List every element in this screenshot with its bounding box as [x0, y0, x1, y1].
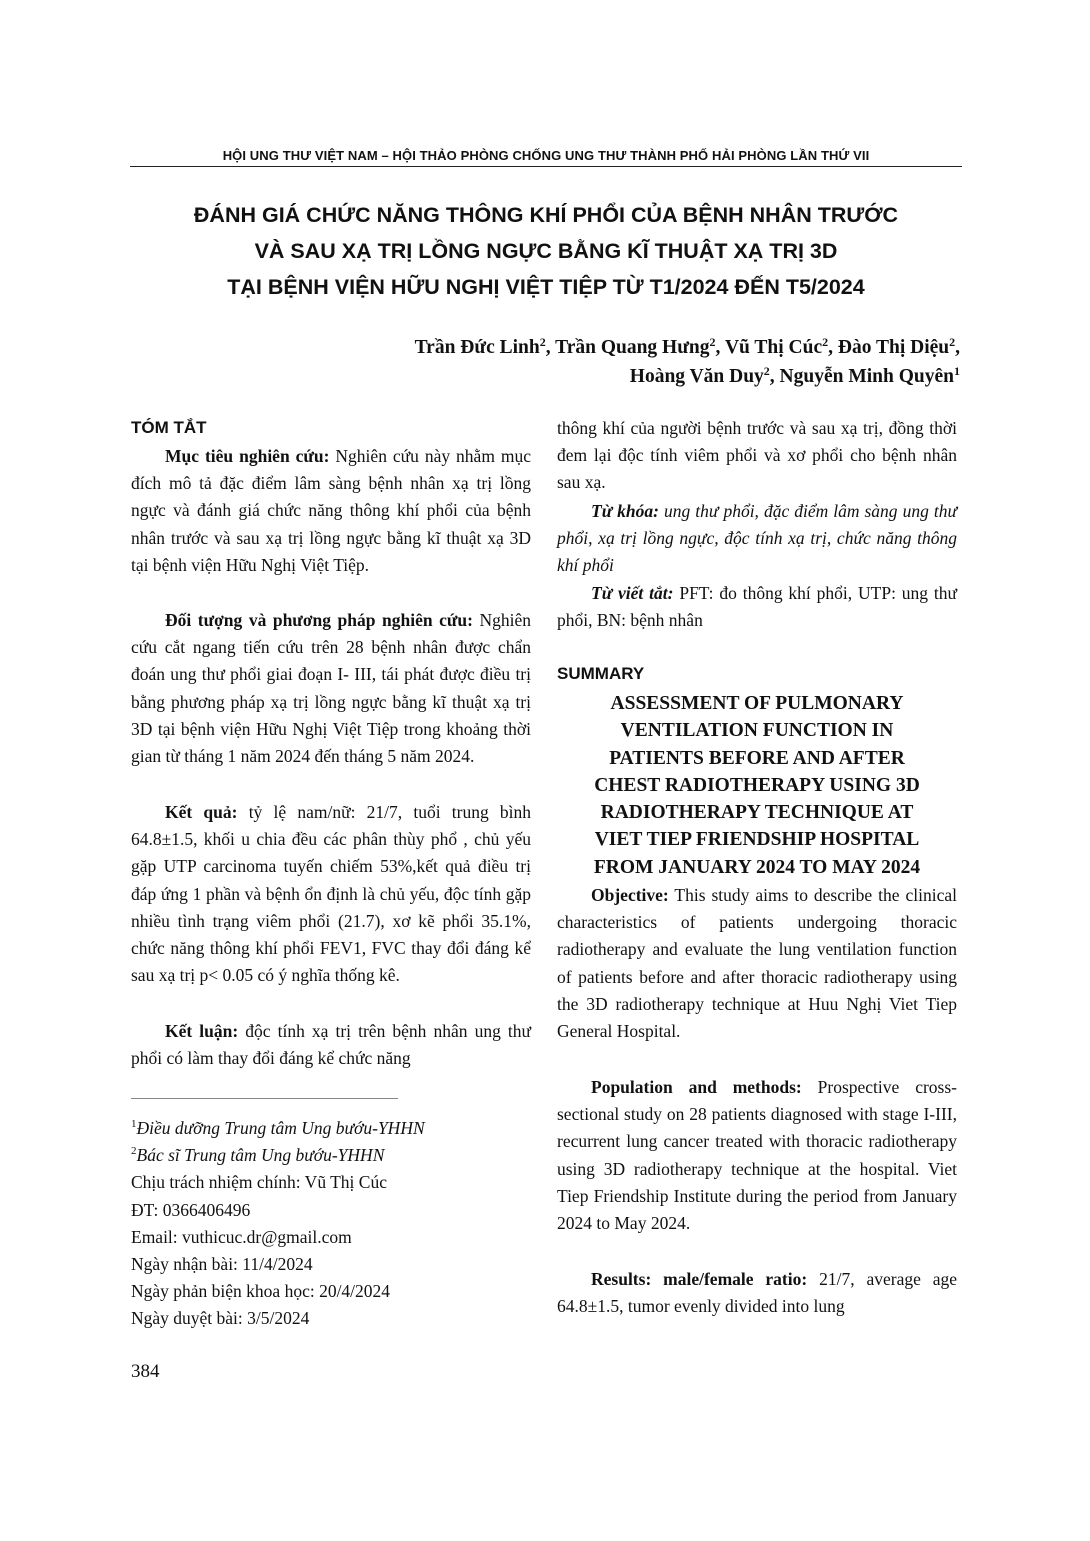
- author-affiliation: 2: [709, 335, 716, 349]
- summary-methods-label: Population and methods:: [591, 1077, 802, 1097]
- author-separator: ,: [828, 337, 838, 358]
- results-text: tỷ lệ nam/nữ: 21/7, tuổi trung bình 64.8±1.5, khối u chia đều các phân thùy phổ , chủ yếu gặp UTP carcinoma tuyến chiếm 53%,kết quả điều trị đáp ứng 1 phần và bệnh ổn định là chủ yếu, độc tính gặp nhiều tình trạng viêm phổi (21.7), xơ kẽ phổi 35.1%, chức năng thông khí phổi FEV1, FVC thay đổi đáng kể sau xạ trị p< 0.05 có ý nghĩa thống kê.: [131, 802, 532, 986]
- abbrev-label: Từ viết tắt:: [591, 583, 674, 603]
- summary-objective-label: Objective:: [591, 885, 669, 905]
- summary-results: [557, 1266, 957, 1320]
- conclusion-continued-text: thông khí của người bệnh trước và sau xạ trị, đồng thời đem lại độc tính viêm phổi và xơ phổi cho bệnh nhân sau xạ.: [557, 418, 957, 493]
- page-number: 384: [131, 1361, 160, 1382]
- abstract-conclusion-continued: [557, 415, 957, 497]
- summary-objective: [557, 882, 957, 1045]
- abstract-objective: [131, 443, 531, 579]
- author-affiliation: 2: [763, 364, 770, 378]
- abstract-results: [131, 799, 531, 989]
- footnote-text: Điều dưỡng Trung tâm Ung bướu-YHHN: [136, 1118, 425, 1138]
- keywords: [557, 498, 957, 580]
- author-list: [415, 333, 960, 391]
- author-separator: ,: [545, 337, 556, 358]
- summary-title-line: VIET TIEP FRIENDSHIP HOSPITAL: [594, 829, 920, 851]
- title-line: VÀ SAU XẠ TRỊ LỒNG NGỰC BẰNG KĨ THUẬT XẠ TRỊ 3D: [254, 239, 838, 263]
- author-affiliation: 2: [949, 335, 956, 349]
- date-received: Ngày nhận bài: 11/4/2024: [131, 1254, 313, 1275]
- footnote-rule: [131, 1098, 398, 1099]
- footnote-text: Bác sĩ Trung tâm Ung bướu-YHHN: [136, 1145, 385, 1166]
- abbrev-text: PFT: đo thông khí phổi, UTP: ung thư phổi, BN: bệnh nhân: [557, 583, 957, 631]
- phone: ĐT: 0366406496: [131, 1199, 251, 1220]
- footnote-marker: 1: [131, 1118, 137, 1130]
- methods-label: Đối tượng và phương pháp nghiên cứu:: [165, 610, 473, 630]
- author-separator: ,: [955, 337, 960, 358]
- keywords-text: ung thư phổi, đặc điểm lâm sàng ung thư phổi, xạ trị lồng ngực, độc tính xạ trị, chức năng thông khí phổi: [557, 501, 957, 576]
- keywords-label: Từ khóa:: [591, 501, 659, 521]
- footnotes: [131, 1115, 425, 1333]
- author-separator: ,: [715, 337, 725, 358]
- author-name: Nguyễn Minh Quyên: [779, 366, 954, 387]
- conclusion-text: độc tính xạ trị trên bệnh nhân ung thư phổi có làm thay đổi đáng kể chức năng: [131, 1021, 531, 1069]
- objective-label: Mục tiêu nghiên cứu:: [165, 446, 330, 466]
- summary-title-line: CHEST RADIOTHERAPY USING 3D: [594, 774, 920, 796]
- author-name: Đào Thị Diệu: [837, 337, 950, 358]
- title-line: TẠI BỆNH VIỆN HỮU NGHỊ VIỆT TIỆP TỪ T1/2024 ĐẾN T5/2024: [227, 275, 865, 299]
- summary-methods-text: Prospective cross-sectional study on 28 patients diagnosed with stage I-III, recurrent lung cancer treated with thoracic radiotherapy using 3D radiotherapy technique at the hospital. Viet Tiep Friendship Institute during the period from January 2024 to May 2024.: [557, 1077, 957, 1234]
- summary-title-line: VENTILATION FUNCTION IN: [620, 720, 894, 742]
- conclusion-label: Kết luận:: [165, 1021, 239, 1041]
- author-name: Trần Quang Hưng: [555, 337, 710, 358]
- abstract-heading: TÓM TẮT: [131, 418, 207, 437]
- author-line-1: [415, 333, 960, 362]
- author-affiliation: 2: [822, 335, 829, 349]
- summary-objective-text: This study aims to describe the clinical characteristics of patients undergoing thoracic radiotherapy and evaluate the lung ventilation function of patients before and after thoracic radiotherapy using the 3D radiotherapy technique at Huu Nghị Viet Tiep General Hospital.: [557, 885, 957, 1042]
- summary-title-line: ASSESSMENT OF PULMONARY: [610, 693, 904, 714]
- author-separator: ,: [769, 366, 780, 387]
- summary-title-line: FROM JANUARY 2024 TO MAY 2024: [593, 856, 921, 878]
- running-header: HỘI UNG THƯ VIỆT NAM – HỘI THẢO PHÒNG CHỐNG UNG THƯ THÀNH PHỐ HẢI PHÒNG LẦN THỨ VII: [222, 148, 870, 163]
- date-reviewed: Ngày phản biện khoa học: 20/4/2024: [131, 1281, 391, 1302]
- summary-title-line: RADIOTHERAPY TECHNIQUE AT: [600, 802, 914, 824]
- article-title: [130, 197, 962, 305]
- summary-title: [557, 690, 957, 881]
- author-affiliation: 2: [539, 335, 546, 349]
- author-name: Trần Đức Linh: [414, 337, 540, 358]
- abbreviations: [557, 580, 957, 634]
- author-name: Vũ Thị Cúc: [724, 337, 823, 358]
- results-label: Kết quả:: [165, 802, 238, 822]
- methods-text: Nghiên cứu cắt ngang tiến cứu trên 28 bệnh nhân được chẩn đoán ung thư phổi giai đoạn I- III, tái phát được điều trị bằng phương pháp xạ trị lồng ngực bằng kĩ thuật xạ trị 3D tại bệnh viện Hữu Nghị Việt Tiệp trong khoảng thời gian từ tháng 1 năm 2024 đến tháng 5 năm 2024.: [131, 610, 531, 767]
- footnote-marker: 2: [131, 1145, 137, 1158]
- date-accepted: Ngày duyệt bài: 3/5/2024: [131, 1308, 310, 1329]
- abstract-conclusion: [131, 1018, 531, 1072]
- summary-title-line: PATIENTS BEFORE AND AFTER: [609, 747, 905, 769]
- corresponding-author: Chịu trách nhiệm chính: Vũ Thị Cúc: [131, 1172, 387, 1193]
- footnote-affiliation-1: [131, 1115, 425, 1142]
- title-line: ĐÁNH GIÁ CHỨC NĂNG THÔNG KHÍ PHỔI CỦA BỆNH NHÂN TRƯỚC: [193, 203, 899, 227]
- author-name: Hoàng Văn Duy: [629, 366, 764, 387]
- summary-results-text: 21/7, average age 64.8±1.5, tumor evenly divided into lung: [557, 1269, 958, 1317]
- email: Email: vuthicuc.dr@gmail.com: [131, 1226, 352, 1247]
- author-affiliation: 1: [954, 364, 960, 378]
- header-rule: [130, 166, 962, 167]
- author-line-2: [415, 362, 960, 391]
- summary-heading: SUMMARY: [557, 664, 645, 683]
- abstract-methods: [131, 607, 531, 770]
- summary-results-label: Results: male/female ratio:: [591, 1269, 808, 1289]
- footnote-affiliation-2: [131, 1142, 425, 1169]
- summary-methods: [557, 1074, 957, 1237]
- objective-text: Nghiên cứu này nhằm mục đích mô tả đặc điểm lâm sàng bệnh nhân xạ trị lồng ngực và đánh giá chức năng thông khí phổi của bệnh nhân trước và sau xạ trị lồng ngực bằng kĩ thuật xạ 3D tại bệnh viện Hữu Nghị Việt Tiệp.: [131, 446, 532, 575]
